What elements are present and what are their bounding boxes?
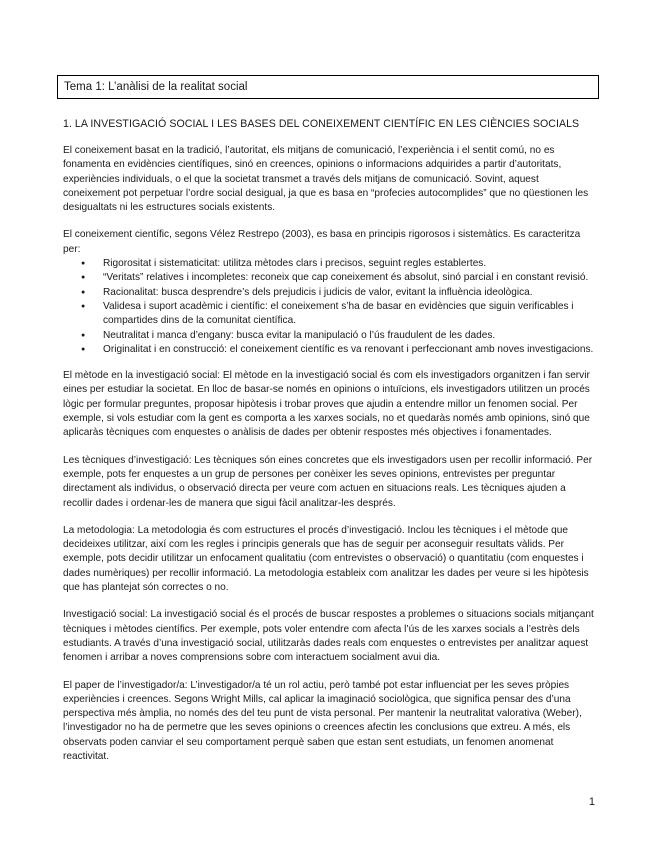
list-item: ● Validesa i suport acadèmic i científic: el coneixement s’ha de basar en evidències que siguin verificables i compartides dins de la comunitat científica. [103,300,598,329]
paragraph-scientific-knowledge: El coneixement científic, segons Vélez Restrepo (2003), es basa en principis rigorosos i sistemàtics. Es caracteritza per: [63,229,581,255]
list-item: ● Neutralitat i manca d’engany: busca evitar la manipulació o l’ús fraudulent de les dades. [103,329,598,343]
list-item: ● Rigorositat i sistematicitat: utilitza mètodes clars i precisos, seguint regles establertes. [103,257,598,271]
document-body [63,144,598,777]
paragraph-common-knowledge: El coneixement basat en la tradició, l’autoritat, els mitjans de comunicació, l’experiència i el sentit comú, no es fonamenta en evidències científiques, sinó en creences, opinions o informacions adquirides a partir d’autoritats, experiències individuals, o el que la societat transmet a través dels mitjans de comunicació. Sovint, aquest coneixement pot perpetuar l’ordre social desigual, ja que es basa en “profecies autocomplides” que no qüestionen les desigualtats ni les estructures socials existents. [63,145,589,214]
section-heading: 1. LA INVESTIGACIÓ SOCIAL I LES BASES DEL CONEIXEMENT CIENTÍFIC EN LES CIÈNCIES SOCIALS [63,118,580,130]
paragraph-researcher-role: El paper de l’investigador/a: L’investigador/a té un rol actiu, però també pot estar influenciat per les seves pròpies experiències i creences. Segons Wright Mills, cal aplicar la imaginació sociològica, que significa pensar des d’una perspectiva més àmplia, no només des del teu punt de vista personal. Per mantenir la neutralitat valorativa (Weber), l’investigador no ha de permetre que les seves opinions o creences afectin les conclusions que extreu. A més, els observats poden canviar el seu comportament perquè saben que estan sent estudiats, un fenomen anomenat reactivitat. [63,679,582,762]
page-number: 1 [588,796,595,808]
list-item: ● Racionalitat: busca desprendre’s dels prejudicis i judicis de valor, evitant la influència ideològica. [103,286,598,300]
document-title: Tema 1: L’anàlisi de la realitat social [57,75,599,99]
paragraph-techniques: Les tècniques d’investigació: Les tècniques són eines concretes que els investigadors usen per recollir informació. Per exemple, pots fer enquestes a un grup de persones per conèixer les seves opinions, entrevistes per preguntar directament als individus, o observació directa per veure com actuen en situacions reals. Les tècniques ajuden a recollir dades i ordenar-les de manera que sigui fàcil analitzar-les després. [63,454,593,509]
list-item: ● “Veritats” relatives i incompletes: reconeix que cap coneixement és absolut, sinó parcial i en constant revisió. [103,271,598,285]
paragraph-methodology: La metodologia: La metodologia és com estructures el procés d’investigació. Inclou les tècniques i el mètode que decideixes utilitzar, així com les regles i principis generals que has de seguir per aconseguir resultats vàlids. Per exemple, pots decidir utilitzar un enfocament qualitatiu (com entrevistes o observació) o quantitatiu (com enquestes i dades numèriques) per recollir informació. La metodologia estableix com analitzar les dades per veure si les hipòtesis que has plantejat són correctes o no. [63,524,589,594]
list-item: ● Originalitat i en construcció: el coneixement científic es va renovant i perfeccionant amb noves investigacions. [103,343,598,357]
characteristics-list [63,257,598,357]
paragraph-social-research: Investigació social: La investigació social és el procés de buscar respostes a problemes o situacions socials mitjançant tècniques i mètodes científics. Per exemple, pots voler entendre com afecta l’ús de les xarxes socials a l’estrès dels estudiants. A través d’una investigació social, utilitzaràs dades reals com enquestes o entrevistes per analitzar aquest fenomen i arribar a noves comprensions sobre com interactuem socialment avui dia. [63,609,594,664]
paragraph-method: El mètode en la investigació social: El mètode en la investigació social és com els investigadors organitzen i fan servir eines per estudiar la societat. En lloc de basar-se només en opinions o intuïcions, els investigadors utilitzen un procés lògic per formular preguntes, proposar hipòtesis i trobar proves que ajudin a entendre millor un fenomen social. Per exemple, si vols estudiar com la gent es comporta a les xarxes socials, no et quedaràs només amb opinions, sinó que aplicaràs tècniques com enquestes o anàlisis de dades per obtenir respostes més objectives i fonamentades. [63,370,590,439]
